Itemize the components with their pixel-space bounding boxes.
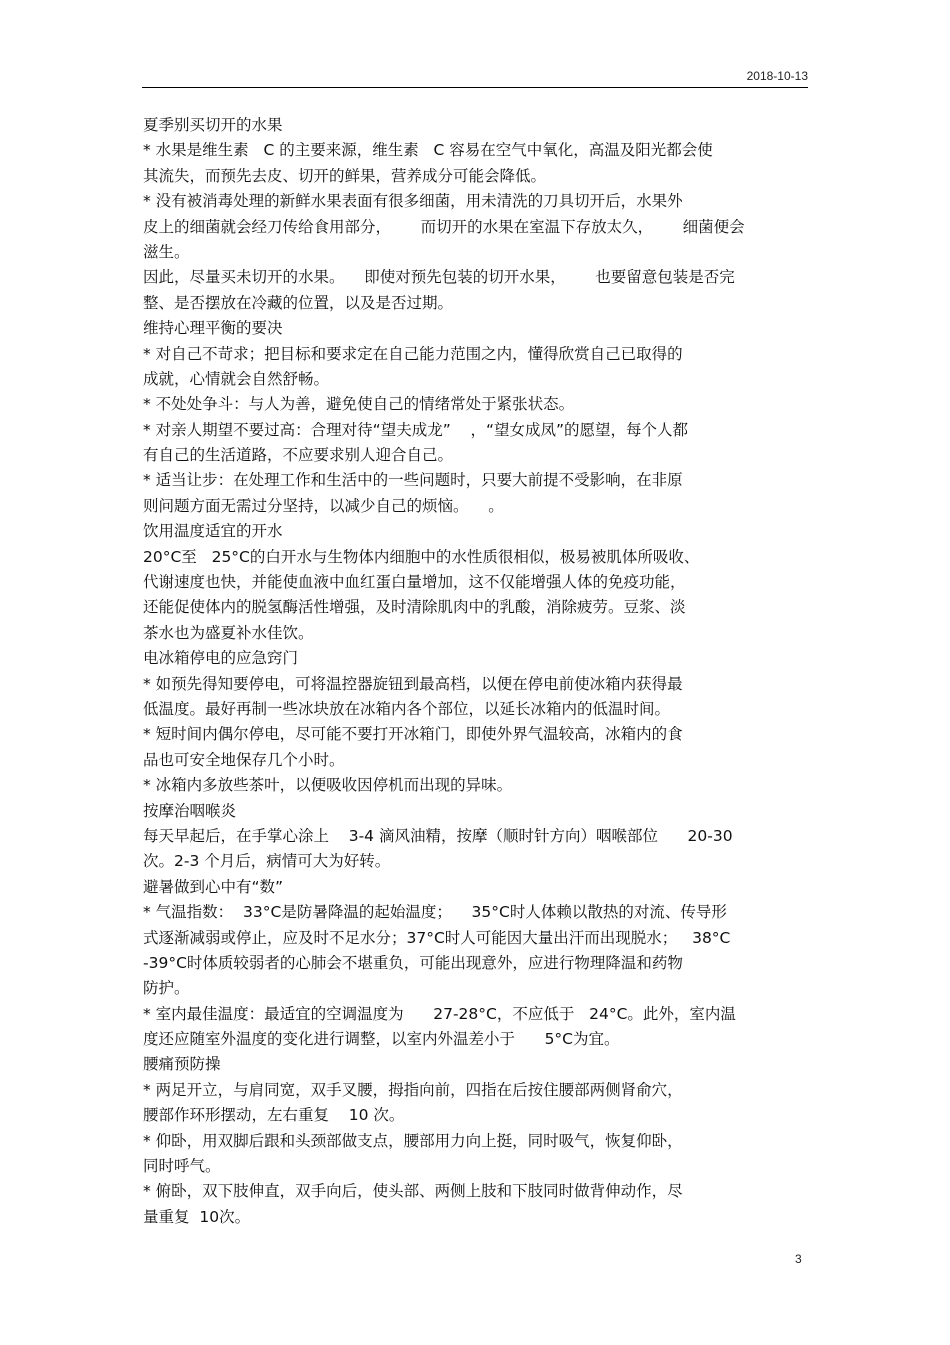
text-line: -39°C时体质较弱者的心肺会不堪重负，可能出现意外，应进行物理降温和药物 <box>143 953 683 972</box>
text-line: * 短时间内偶尔停电，尽可能不要打开冰箱门，即使外界气温较高，冰箱内的食 <box>143 725 683 744</box>
text-line: 茶水也为盛夏补水佳饮。 <box>143 623 314 642</box>
text-line: 则问题方面无需过分坚持，以减少自己的烦恼。 。 <box>143 496 504 515</box>
text-line: 式逐渐减弱或停止，应及时不足水分；37°C时人可能因大量出汗而出现脱水； 38°C <box>143 928 731 947</box>
text-line: 滋生。 <box>143 242 190 261</box>
text-line: 电冰箱停电的应急窍门 <box>143 649 299 668</box>
text-line: 度还应随室外温度的变化进行调整，以室内外温差小于 5°C为宜。 <box>143 1030 620 1049</box>
page-number: 3 <box>795 1252 802 1266</box>
text-line: 有自己的生活道路，不应要求别人迎合自己。 <box>143 446 454 465</box>
text-line: 腰部作环形摆动，左右重复 10 次。 <box>143 1106 405 1125</box>
text-line: 饮用温度适宜的开水 <box>143 522 283 541</box>
text-line: 皮上的细菌就会经刀传给食用部分， 而切开的水果在室温下存放太久， 细菌便会 <box>143 217 745 236</box>
text-line: 代谢速度也快，并能使血液中血红蛋白量增加，这不仅能增强人体的免疫功能， <box>143 573 686 592</box>
text-line: 整、是否摆放在冷藏的位置，以及是否过期。 <box>143 293 454 312</box>
text-line: 避暑做到心中有“数” <box>143 877 284 896</box>
text-line: 维持心理平衡的要决 <box>143 319 283 338</box>
text-line: 量重复 10次。 <box>143 1207 251 1226</box>
text-line: * 对亲人期望不要过高：合理对待“望夫成龙” ，“望女成凤”的愿望，每个人都 <box>143 420 689 439</box>
document-body <box>143 113 809 1230</box>
text-line: 成就，心情就会自然舒畅。 <box>143 369 330 388</box>
text-line: * 水果是维生素 C 的主要来源，维生素 C 容易在空气中氧化，高温及阳光都会使 <box>143 141 713 160</box>
text-line: * 没有被消毒处理的新鲜水果表面有很多细菌，用未清洗的刀具切开后，水果外 <box>143 192 683 211</box>
text-line: * 仰卧，用双脚后跟和头颈部做支点，腰部用力向上挺，同时吸气，恢复仰卧， <box>143 1131 683 1150</box>
text-line: 因此，尽量买未切开的水果。 即使对预先包装的切开水果， 也要留意包装是否完 <box>143 268 735 287</box>
text-line: * 气温指数： 33°C是防暑降温的起始温度； 35°C时人体赖以散热的对流、传导形 <box>143 903 727 922</box>
text-line: * 两足开立，与肩同宽，双手叉腰，拇指向前，四指在后按住腰部两侧肾俞穴， <box>143 1080 683 1099</box>
text-line: 每天早起后，在手掌心涂上 3-4 滴风油精，按摩（顺时针方向）咽喉部位 20-30 <box>143 826 733 845</box>
text-line: 其流失，而预先去皮、切开的鲜果，营养成分可能会降低。 <box>143 166 547 185</box>
text-line: 按摩治咽喉炎 <box>143 801 237 820</box>
text-line: 低温度。最好再制一些冰块放在冰箱内各个部位，以延长冰箱内的低温时间。 <box>143 699 671 718</box>
text-line: 品也可安全地保存几个小时。 <box>143 750 345 769</box>
text-line: * 如预先得知要停电，可将温控器旋钮到最高档，以便在停电前使冰箱内获得最 <box>143 674 683 693</box>
text-line: 夏季别买切开的水果 <box>143 116 283 134</box>
text-line: 20°C至 25°C的白开水与生物体内细胞中的水性质很相似，极易被肌体所吸收、 <box>143 547 700 566</box>
text-line: 还能促使体内的脱氢酶活性增强，及时清除肌肉中的乳酸，消除疲劳。豆浆、淡 <box>143 598 686 617</box>
header-date: 2018-10-13 <box>746 69 808 83</box>
text-line: * 适当让步：在处理工作和生活中的一些问题时，只要大前提不受影响，在非原 <box>143 471 683 490</box>
header-divider <box>142 87 808 88</box>
text-line: 次。2-3 个月后，病情可大为好转。 <box>143 852 391 871</box>
text-line: * 对自己不苛求；把目标和要求定在自己能力范围之内，懂得欣赏自己已取得的 <box>143 344 683 363</box>
text-line: 防护。 <box>143 979 190 998</box>
text-line: 同时呼气。 <box>143 1157 221 1176</box>
text-line: * 不处处争斗：与人为善，避免使自己的情绪常处于紧张状态。 <box>143 395 575 414</box>
text-line: * 冰箱内多放些茶叶，以便吸收因停机而出现的异味。 <box>143 776 513 795</box>
text-line: 腰痛预防操 <box>143 1055 221 1074</box>
text-line: * 俯卧，双下肢伸直，双手向后，使头部、两侧上肢和下肢同时做背伸动作，尽 <box>143 1182 683 1201</box>
text-line: * 室内最佳温度：最适宜的空调温度为 27-28°C，不应低于 24°C。此外，室内温 <box>143 1004 736 1023</box>
